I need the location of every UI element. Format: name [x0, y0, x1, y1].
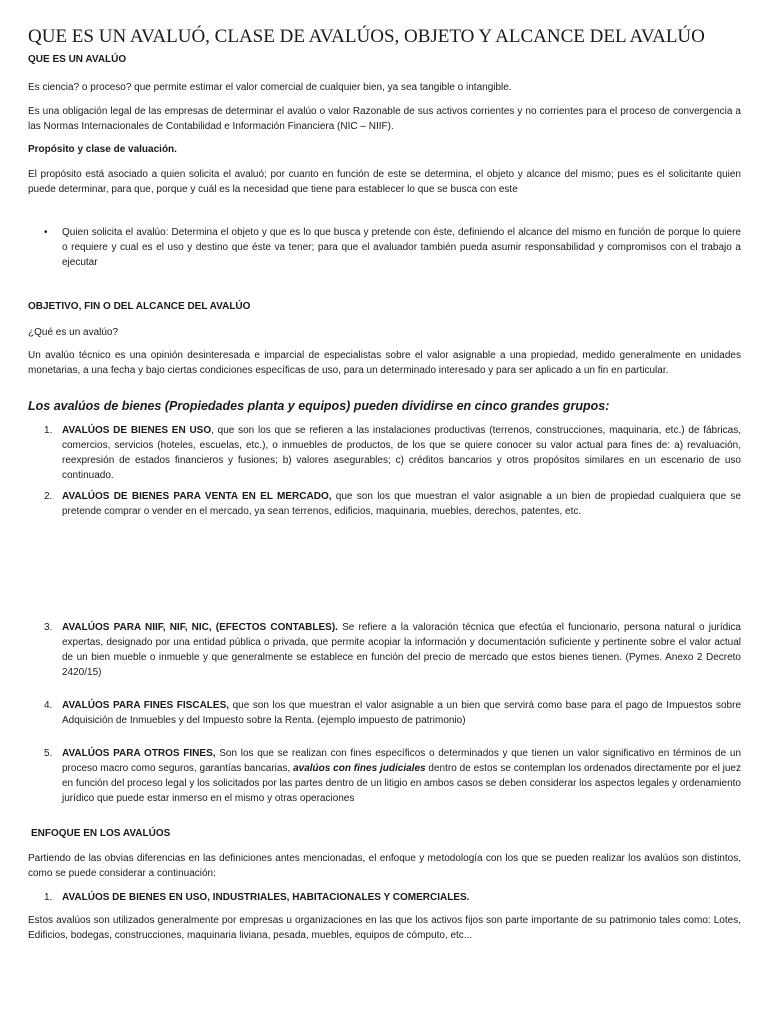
paragraph-proposito: El propósito está asociado a quien solicita el avaluó; por cuanto en función de este se determina, el objeto y alcance del mismo; pues es el solicitante quien puede determinar, para que, porque y cuál es la necesidad que tiene para establecer lo que se busca con este: [28, 169, 741, 195]
list-item-title: AVALÚOS DE BIENES EN USO: [62, 425, 212, 436]
list-item: [62, 423, 741, 483]
list-item-title: AVALÚOS PARA OTROS FINES,: [62, 748, 216, 759]
question-que-es: ¿Qué es un avalúo?: [28, 327, 119, 338]
list-item-text: que son los que muestran el valor asignable a un bien que servirá como base para el pago de Impuestos sobre Adquisición de Inmuebles y del Impuesto sobre la Renta. (ejemplo impuesto de patrimonio): [62, 700, 742, 726]
list-item-emphasis: avalúos con fines judiciales: [293, 763, 426, 774]
list-item-text: Se refiere a la valoración técnica que efectúa el funcionario, persona natural o jurídica expertas, designado por una entidad pública o privada, que permite acopiar la información y documentación suficiente y pertinente sobre el valor actual de un bien mueble o inmueble y que generalmente se establece en función del precio de mercado que estos bienes tienen. (Pymes. Anexo 2 Decreto 2420/15): [62, 622, 741, 678]
list-item: [62, 698, 741, 728]
list-item: [62, 489, 741, 519]
document-title: QUE ES UN AVALUÓ, CLASE DE AVALÚOS, OBJETO Y ALCANCE DEL AVALÚO: [28, 26, 705, 47]
list-number: 4.: [44, 700, 53, 711]
list-number: 2.: [44, 491, 53, 502]
section-heading-objetivo: OBJETIVO, FIN O DEL ALCANCE DEL AVALÚO: [28, 301, 251, 312]
paragraph-avaluo-tecnico: Un avalúo técnico es una opinión desinteresada e imparcial de especialistas sobre el valor asignable a una propiedad, medido generalmente en unidades monetarias, a una fecha y bajo ciertas condiciones específicas de uso, para un determinado interesado y para ser aplicado a un fin en particular.: [28, 350, 741, 376]
bullet-item: Quien solicita el avalúo: Determina el objeto y que es lo que busca y pretende con éste, definiendo el alcance del mismo en función de porque lo quiere o requiere y cual es el uso y destino que éste va tener; para que el avaluador también pueda asumir responsabilidad y compromisos con el trabajo a ejecutar: [62, 227, 741, 268]
list-item-text: dentro de estos se contemplan los ordenados directamente por el juez en función del proceso legal y los solicitados por las partes dentro de un litigio en ambos casos se deben considerar los aspectos legales y ordenamiento jurídico que puede estar inmerso en el mismo y otras operaciones: [62, 763, 741, 804]
list-number: 1.: [44, 425, 53, 436]
list-item-title: AVALÚOS DE BIENES EN USO, INDUSTRIALES, HABITACIONALES Y COMERCIALES.: [62, 892, 470, 903]
list-item-text: que son los que muestran el valor asignable a un bien de propiedad cualquiera que se pretende comprar o vender en el mercado, ya sean terrenos, edificios, maquinaria, muebles, derechos, patentes, etc.: [62, 491, 741, 517]
section-heading-proposito: Propósito y clase de valuación.: [28, 144, 177, 155]
groups-subheading: Los avalúos de bienes (Propiedades planta y equipos) pueden dividirse en cinco grandes grupos:: [28, 399, 610, 413]
paragraph-enfoque: Partiendo de las obvias diferencias en las definiciones antes mencionadas, el enfoque y metodología con los que se pueden realizar los avalúos son distintos, como se puede considerar a continuación:: [28, 853, 741, 879]
section-heading-que-es: QUE ES UN AVALÚO: [28, 54, 127, 65]
paragraph-uso-avaluos: Estos avalúos son utilizados generalmente por empresas u organizaciones en las que los activos fijos son parte importante de su patrimonio tales como: Lotes, Edificios, bodegas, construcciones, maquinaria liviana, pesada, muebles, equipos de cómputo, etc...: [28, 915, 741, 941]
list-number: 1.: [44, 892, 53, 903]
paragraph-ciencia: Es ciencia? o proceso? que permite estimar el valor comercial de cualquier bien, ya sea tangible o intangible.: [28, 82, 512, 93]
list-item: [62, 746, 741, 806]
list-item-text: Son los que se realizan con fines específicos o determinados y que tienen un valor significativo en términos de un proceso macro como seguros, garantías bancarias,: [62, 748, 741, 774]
list-item-title: AVALÚOS PARA FINES FISCALES,: [62, 700, 230, 711]
paragraph-obligacion: Es una obligación legal de las empresas de determinar el avalúo o valor Razonable de sus activos corrientes y no corrientes para el proceso de convergencia a las Normas Internacionales de Contabilidad e Información Financiera (NIC – NIIF).: [28, 106, 741, 132]
list-number: 5.: [44, 748, 53, 759]
list-item: [62, 890, 741, 905]
bullet-symbol: •: [44, 227, 48, 238]
list-item-title: AVALÚOS PARA NIIF, NIF, NIC, (EFECTOS CONTABLES).: [62, 622, 338, 633]
list-item: [62, 620, 741, 680]
list-number: 3.: [44, 622, 53, 633]
section-heading-enfoque: ENFOQUE EN LOS AVALÚOS: [31, 828, 171, 839]
list-item-title: AVALÚOS DE BIENES PARA VENTA EN EL MERCADO,: [62, 491, 332, 502]
list-item-text: , que son los que se refieren a las instalaciones productivas (terrenos, construcciones, maquinaria, etc.) de fábricas, comercios, servicios (hoteles, escuelas, etc.), o inmuebles de productos, de los que se quiere conocer su valor actual para fines de: a) revaluación, reexpresión de estados financieros y fusiones; b) valores asegurables; c) créditos bancarios y otros propósitos similares en un escenario de uso continuado.: [62, 425, 741, 481]
